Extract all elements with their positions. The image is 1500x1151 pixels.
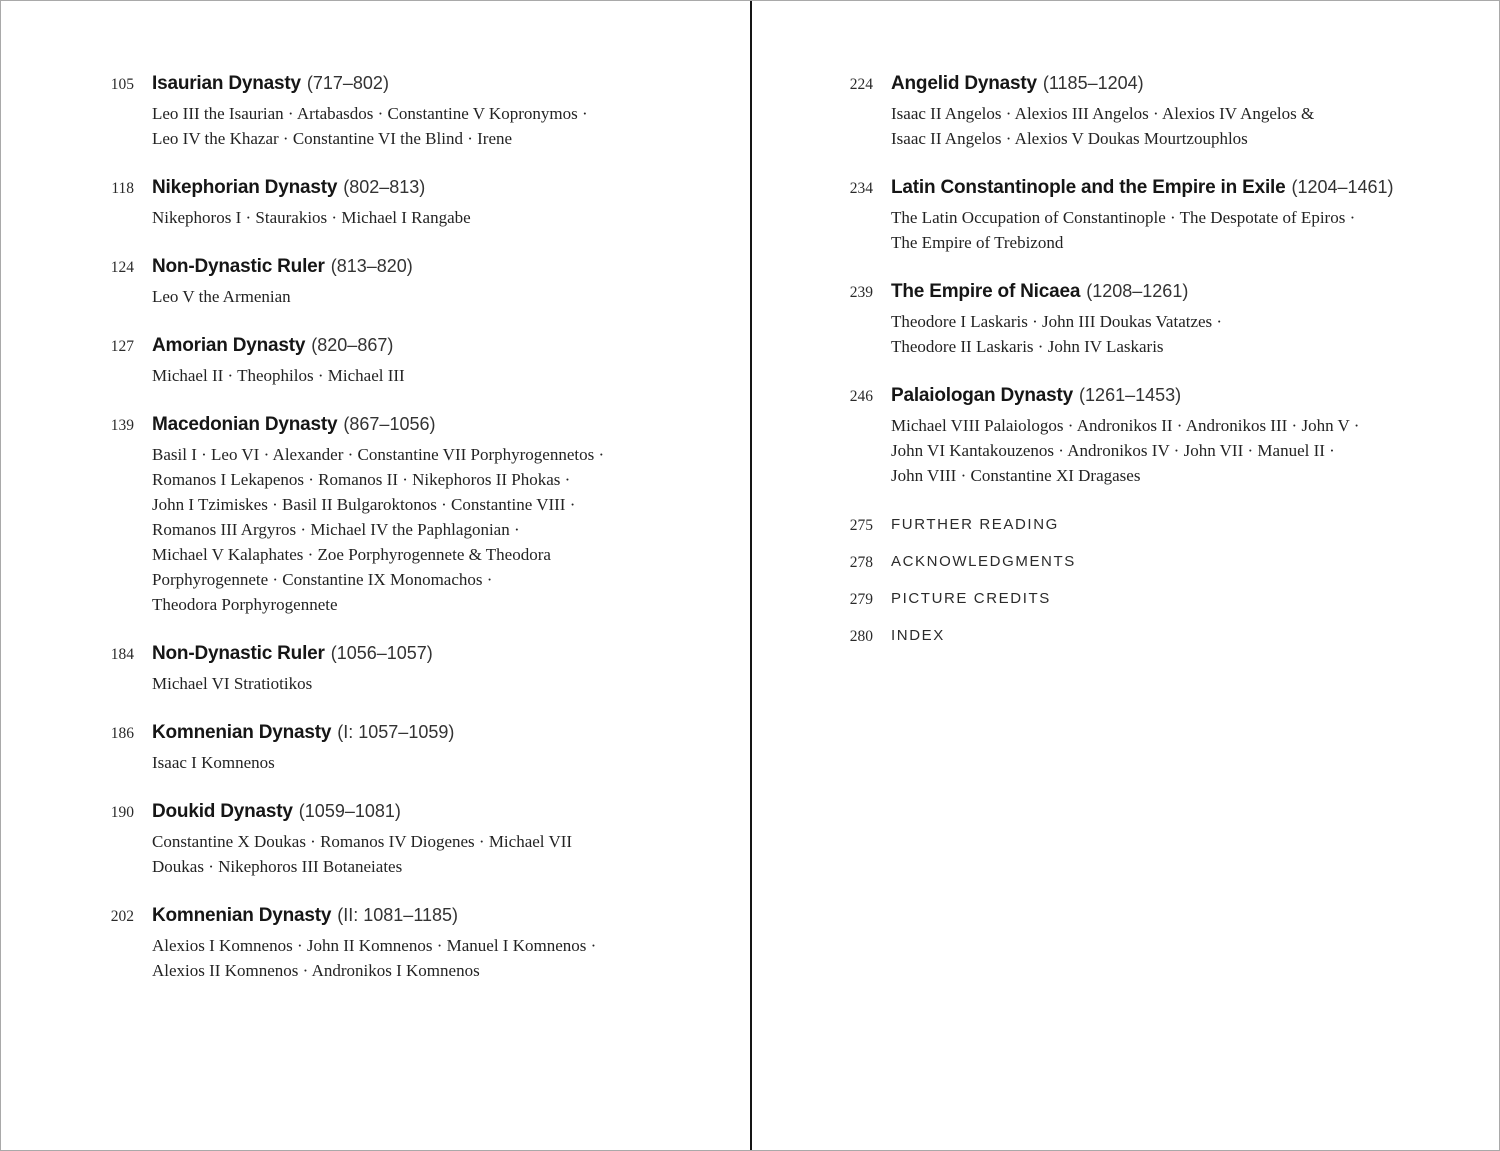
entry-dates: (867–1056) bbox=[343, 414, 436, 434]
ruler-line: The Latin Occupation of Constantinople · The Despotate of Epiros · bbox=[891, 208, 1356, 227]
entry-title: Komnenian Dynasty bbox=[152, 722, 332, 743]
entry-rulers bbox=[152, 671, 433, 696]
entry-dates: (1261–1453) bbox=[1079, 385, 1182, 405]
backmatter-list bbox=[825, 512, 1471, 647]
toc-entry bbox=[825, 383, 1471, 488]
entry-rulers bbox=[152, 101, 588, 151]
left-entries bbox=[86, 71, 710, 983]
entry-dates: (813–820) bbox=[330, 256, 413, 276]
entry-title-line bbox=[152, 254, 413, 279]
entry-rulers bbox=[152, 363, 405, 388]
entry-page-number: 234 bbox=[849, 180, 873, 197]
entry-body bbox=[891, 383, 1359, 488]
entry-rulers bbox=[891, 205, 1394, 255]
toc-entry bbox=[86, 641, 710, 696]
entry-dates: (1208–1261) bbox=[1086, 281, 1189, 301]
ruler-line: Nikephoros I · Staurakios · Michael I Rangabe bbox=[152, 208, 471, 227]
ruler-line: Michael VI Stratiotikos bbox=[152, 674, 313, 693]
right-page bbox=[752, 1, 1499, 1150]
ruler-line: John VIII · Constantine XI Dragases bbox=[891, 466, 1141, 485]
entry-title: Isaurian Dynasty bbox=[152, 73, 301, 94]
entry-title: Latin Constantinople and the Empire in Exile bbox=[891, 177, 1286, 198]
entry-page-number: 246 bbox=[849, 388, 873, 405]
toc-entry bbox=[86, 175, 710, 230]
ruler-line: Leo IV the Khazar · Constantine VI the Blind · Irene bbox=[152, 129, 513, 148]
entry-dates: (II: 1081–1185) bbox=[337, 905, 459, 925]
entry-page-number: 139 bbox=[110, 417, 134, 434]
toc-entry bbox=[86, 71, 710, 151]
entry-title: Palaiologan Dynasty bbox=[891, 385, 1074, 406]
entry-dates: (717–802) bbox=[306, 73, 389, 93]
entry-dates: (1056–1057) bbox=[330, 643, 433, 663]
ruler-line: Leo III the Isaurian · Artabasdos · Constantine V Kopronymos · bbox=[152, 104, 588, 123]
entry-body bbox=[152, 799, 572, 879]
entry-page-number: 279 bbox=[849, 591, 873, 608]
entry-rulers bbox=[152, 442, 604, 617]
entry-title-line bbox=[891, 175, 1394, 200]
entry-body bbox=[152, 333, 405, 388]
backmatter-label: ACKNOWLEDGMENTS bbox=[891, 553, 1076, 570]
ruler-line: Leo V the Armenian bbox=[152, 287, 291, 306]
backmatter-entry bbox=[825, 586, 1471, 610]
entry-title-line bbox=[152, 412, 604, 437]
entry-rulers bbox=[152, 205, 471, 230]
entry-title-line bbox=[891, 383, 1359, 408]
entry-rulers bbox=[152, 829, 572, 879]
entry-page-number: 202 bbox=[110, 908, 134, 925]
entry-page-number: 184 bbox=[110, 646, 134, 663]
entry-dates: (802–813) bbox=[343, 177, 426, 197]
entry-rulers bbox=[152, 750, 454, 775]
entry-title-line bbox=[152, 641, 433, 666]
ruler-line: Theodora Porphyrogennete bbox=[152, 595, 338, 614]
toc-entry bbox=[825, 279, 1471, 359]
ruler-line: Isaac II Angelos · Alexios V Doukas Mourtzouphlos bbox=[891, 129, 1248, 148]
ruler-line: Alexios I Komnenos · John II Komnenos · Manuel I Komnenos · bbox=[152, 936, 597, 955]
toc-entry bbox=[86, 412, 710, 617]
entry-title: Nikephorian Dynasty bbox=[152, 177, 338, 198]
toc-entry bbox=[825, 71, 1471, 151]
ruler-line: Michael VIII Palaiologos · Andronikos II · Andronikos III · John V · bbox=[891, 416, 1360, 435]
entry-rulers bbox=[152, 933, 596, 983]
ruler-line: Romanos III Argyros · Michael IV the Paphlagonian · bbox=[152, 520, 520, 539]
entry-title-line bbox=[152, 720, 454, 745]
entry-page-number: 186 bbox=[110, 725, 134, 742]
ruler-line: Constantine X Doukas · Romanos IV Diogenes · Michael VII bbox=[152, 832, 573, 851]
entry-title-line bbox=[152, 175, 471, 200]
ruler-line: Isaac I Komnenos bbox=[152, 753, 275, 772]
ruler-line: Theodore II Laskaris · John IV Laskaris bbox=[891, 337, 1164, 356]
entry-page-number: 190 bbox=[110, 804, 134, 821]
ruler-line: Porphyrogennete · Constantine IX Monomachos · bbox=[152, 570, 493, 589]
entry-title: Macedonian Dynasty bbox=[152, 414, 338, 435]
entry-body bbox=[152, 412, 604, 617]
toc-entry bbox=[86, 333, 710, 388]
entry-title: Non-Dynastic Ruler bbox=[152, 256, 325, 277]
entry-title-line bbox=[152, 799, 572, 824]
ruler-line: Michael II · Theophilos · Michael III bbox=[152, 366, 405, 385]
entry-body bbox=[891, 175, 1394, 255]
entry-dates: (820–867) bbox=[311, 335, 394, 355]
entry-body bbox=[152, 720, 454, 775]
entry-title: Doukid Dynasty bbox=[152, 801, 293, 822]
entry-title-line bbox=[152, 333, 405, 358]
backmatter-entry bbox=[825, 512, 1471, 536]
entry-body bbox=[152, 175, 471, 230]
entry-dates: (I: 1057–1059) bbox=[337, 722, 455, 742]
entry-page-number: 105 bbox=[110, 76, 134, 93]
entry-title: The Empire of Nicaea bbox=[891, 281, 1081, 302]
entry-body bbox=[152, 903, 596, 983]
entry-dates: (1185–1204) bbox=[1042, 73, 1144, 93]
entry-page-number: 224 bbox=[849, 76, 873, 93]
toc-entry bbox=[825, 175, 1471, 255]
entry-page-number: 278 bbox=[849, 554, 873, 571]
entry-title-line bbox=[152, 903, 596, 928]
backmatter-label: INDEX bbox=[891, 627, 945, 644]
entry-body bbox=[152, 254, 413, 309]
backmatter-entry bbox=[825, 623, 1471, 647]
entry-page-number: 239 bbox=[849, 284, 873, 301]
ruler-line: Isaac II Angelos · Alexios III Angelos · Alexios IV Angelos & bbox=[891, 104, 1315, 123]
entry-page-number: 280 bbox=[849, 628, 873, 645]
toc-entry bbox=[86, 720, 710, 775]
entry-page-number: 124 bbox=[110, 259, 134, 276]
entry-title-line bbox=[891, 71, 1314, 96]
entry-rulers bbox=[891, 309, 1222, 359]
toc-entry bbox=[86, 903, 710, 983]
entry-dates: (1059–1081) bbox=[298, 801, 401, 821]
ruler-line: Doukas · Nikephoros III Botaneiates bbox=[152, 857, 403, 876]
entry-dates: (1204–1461) bbox=[1291, 177, 1394, 197]
ruler-line: Romanos I Lekapenos · Romanos II · Nikephoros II Phokas · bbox=[152, 470, 571, 489]
backmatter-entry bbox=[825, 549, 1471, 573]
ruler-line: John VI Kantakouzenos · Andronikos IV · John VII · Manuel II · bbox=[891, 441, 1335, 460]
entry-rulers bbox=[891, 413, 1359, 488]
entry-title: Komnenian Dynasty bbox=[152, 905, 332, 926]
left-page bbox=[1, 1, 750, 1150]
entry-title: Angelid Dynasty bbox=[891, 73, 1037, 94]
backmatter-label: PICTURE CREDITS bbox=[891, 590, 1051, 607]
ruler-line: Michael V Kalaphates · Zoe Porphyrogennete & Theodora bbox=[152, 545, 551, 564]
entry-body bbox=[891, 71, 1314, 151]
toc-entry bbox=[86, 799, 710, 879]
entry-title-line bbox=[152, 71, 588, 96]
toc-entry bbox=[86, 254, 710, 309]
entry-title: Non-Dynastic Ruler bbox=[152, 643, 325, 664]
entry-rulers bbox=[152, 284, 413, 309]
backmatter-label: FURTHER READING bbox=[891, 516, 1059, 533]
entry-rulers bbox=[891, 101, 1314, 151]
entry-body bbox=[152, 641, 433, 696]
ruler-line: Theodore I Laskaris · John III Doukas Vatatzes · bbox=[891, 312, 1223, 331]
entry-page-number: 275 bbox=[849, 517, 873, 534]
ruler-line: Alexios II Komnenos · Andronikos I Komnenos bbox=[152, 961, 480, 980]
entry-title-line bbox=[891, 279, 1222, 304]
entry-page-number: 118 bbox=[111, 180, 134, 197]
ruler-line: Basil I · Leo VI · Alexander · Constantine VII Porphyrogennetos · bbox=[152, 445, 605, 464]
entry-body bbox=[152, 71, 588, 151]
right-entries bbox=[825, 71, 1471, 488]
ruler-line: John I Tzimiskes · Basil II Bulgaroktonos · Constantine VIII · bbox=[152, 495, 576, 514]
entry-body bbox=[891, 279, 1222, 359]
entry-page-number: 127 bbox=[110, 338, 134, 355]
ruler-line: The Empire of Trebizond bbox=[891, 233, 1064, 252]
entry-title: Amorian Dynasty bbox=[152, 335, 306, 356]
